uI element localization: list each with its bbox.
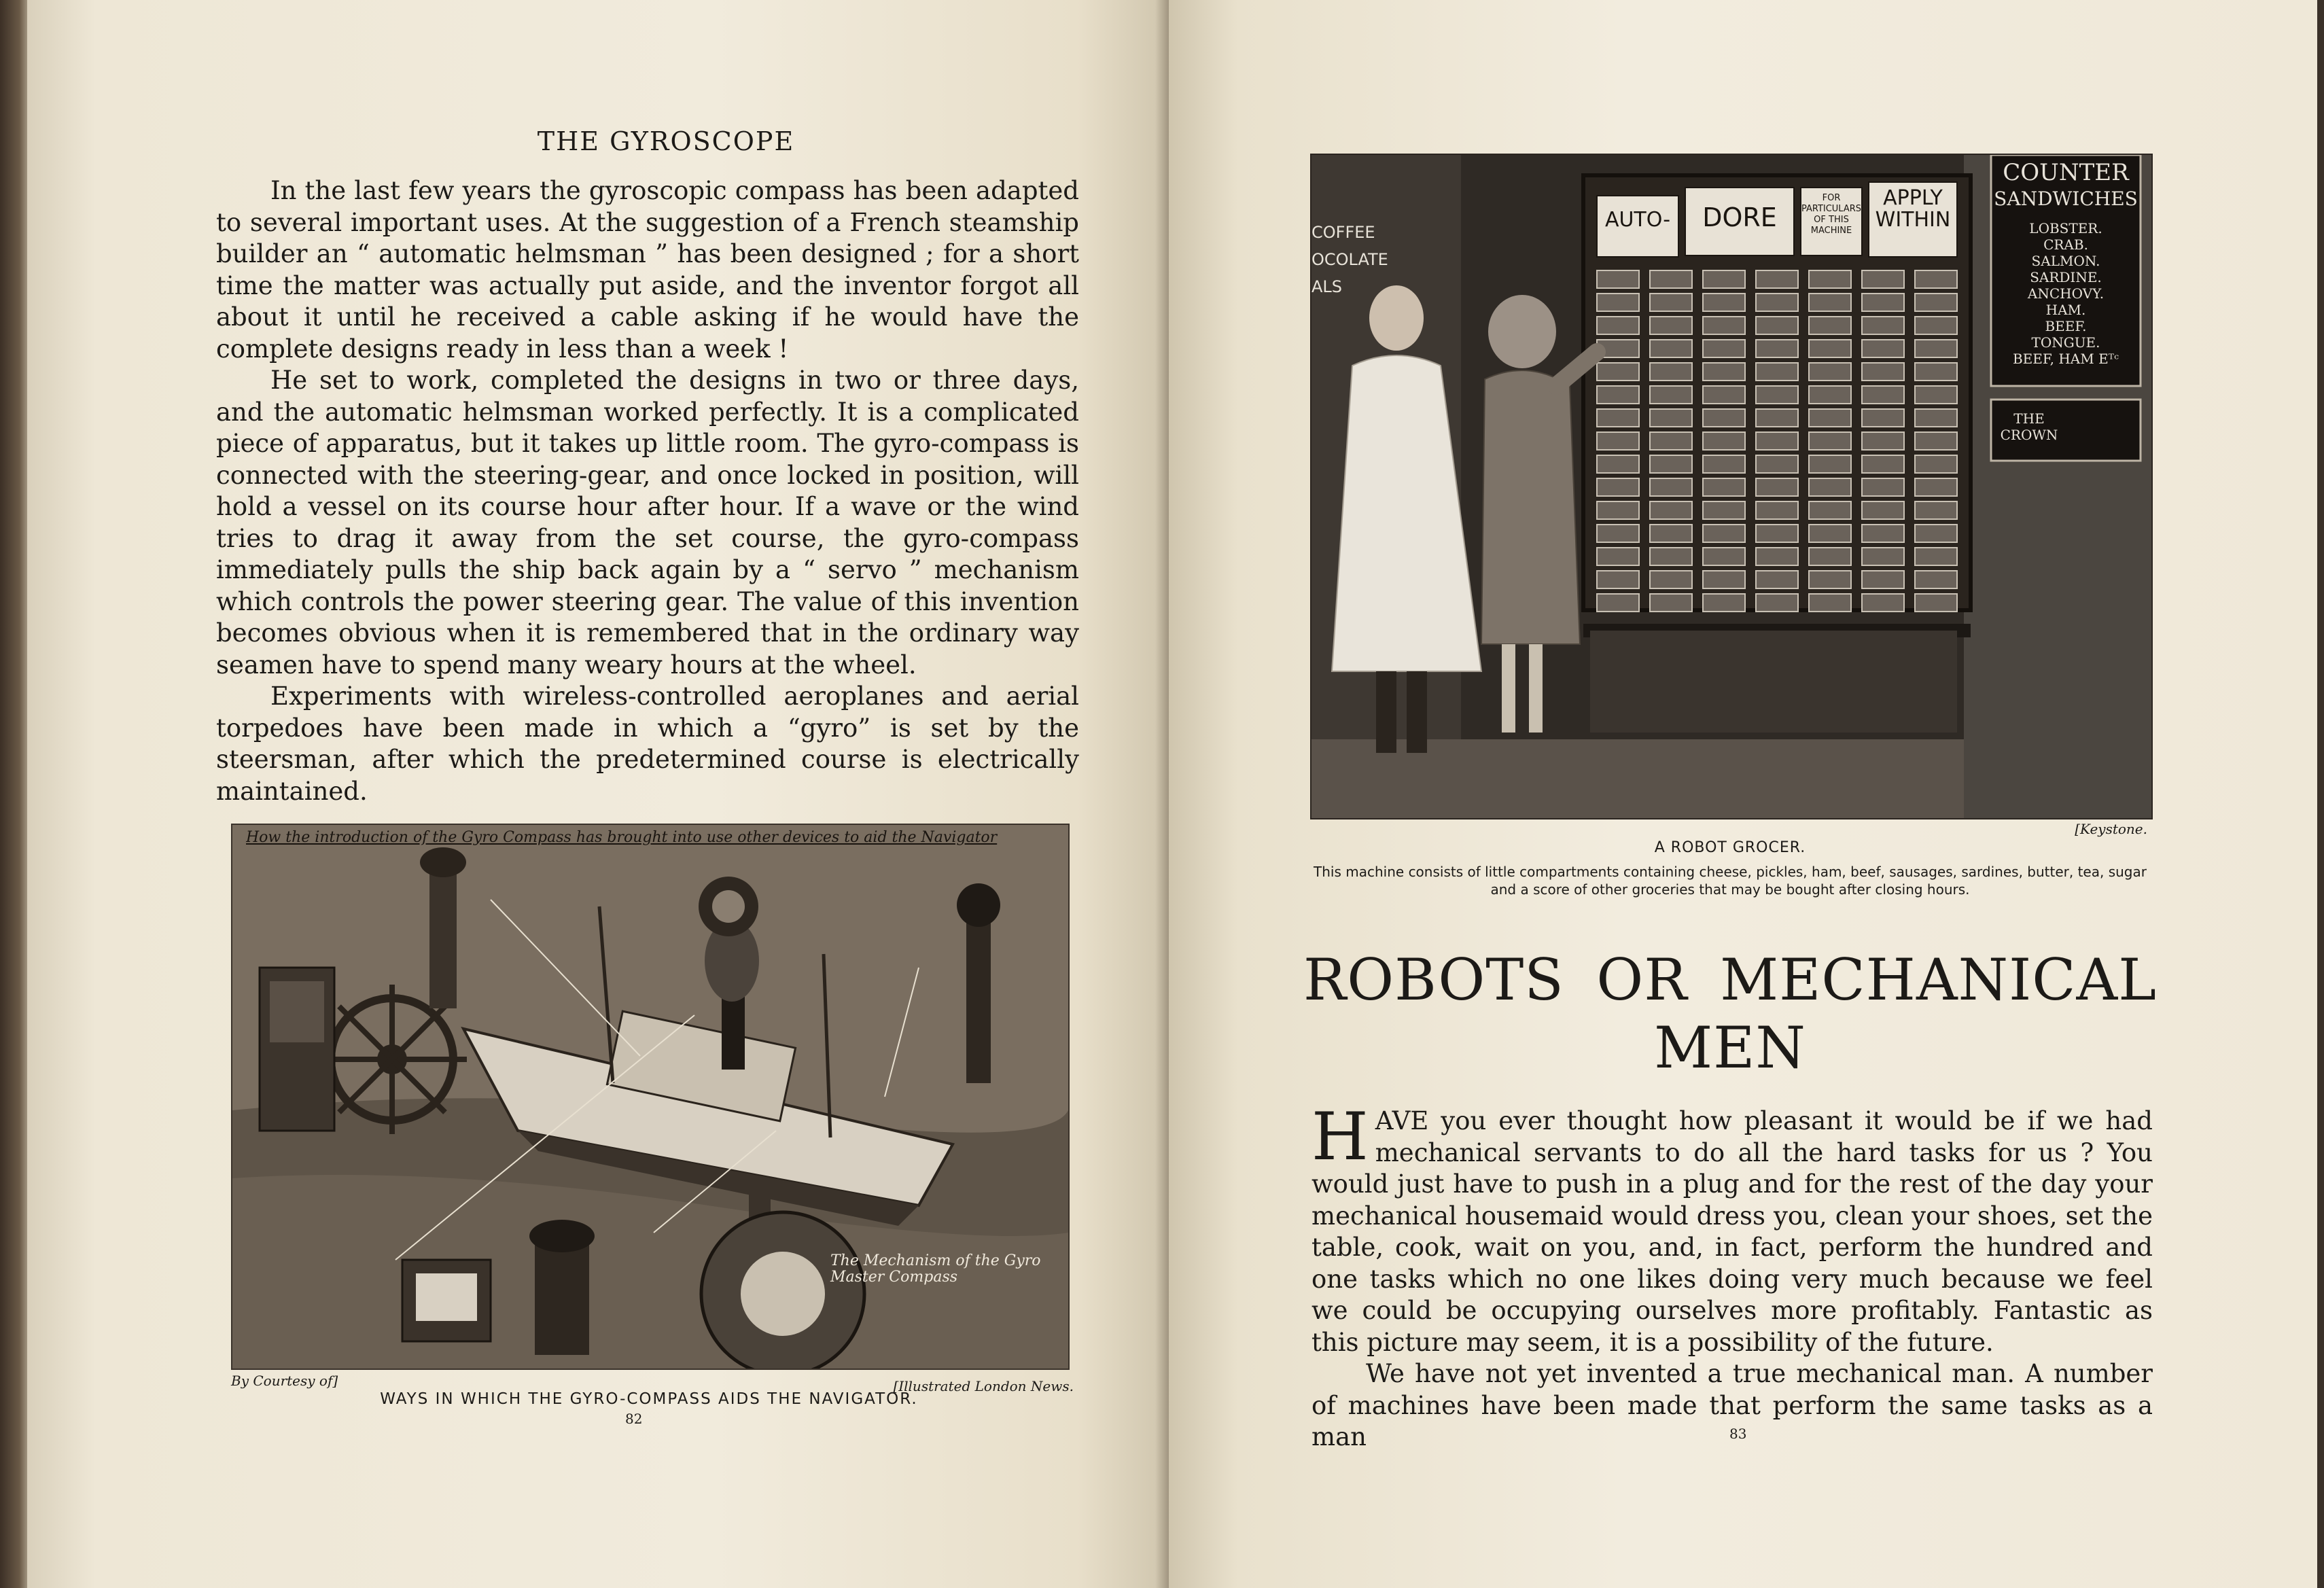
sandwich-item: SARDINE. bbox=[2030, 269, 2102, 285]
compartment bbox=[1809, 340, 1851, 357]
first-paragraph-text: AVE you ever thought how pleasant it would be if we had mechanical servants to do all the hard tasks for us ? You would just have to push in a plug and for the rest of the day your mechanical housemaid would dress you, clean your shoes, set the table, cook, wait on you, and, in fact, perform the hundred and one tasks which no one likes doing very much because we feel we could be occupying ourselves more profitably. Fantastic as this picture may seem, it is a possibility of the future. bbox=[1311, 1106, 2153, 1357]
compartment bbox=[1915, 409, 1957, 427]
compartment bbox=[1862, 571, 1904, 588]
compartment bbox=[1756, 340, 1798, 357]
compartment bbox=[1915, 525, 1957, 542]
mechanism-label: The Mechanism of the Gyro Master Compass bbox=[830, 1252, 1041, 1286]
sign-als: ALS bbox=[1311, 277, 1343, 296]
page-number: 83 bbox=[1729, 1426, 1747, 1442]
photo-credit: [Keystone. bbox=[2075, 821, 2147, 837]
compartment bbox=[1650, 340, 1692, 357]
compartment bbox=[1809, 455, 1851, 473]
compartment bbox=[1703, 386, 1745, 404]
compartment bbox=[1862, 501, 1904, 519]
running-head: THE GYROSCOPE bbox=[537, 126, 795, 156]
compartment bbox=[1862, 340, 1904, 357]
compartment bbox=[1809, 386, 1851, 404]
chapter-title bbox=[1303, 946, 2157, 1082]
compartment bbox=[1915, 478, 1957, 496]
compartment bbox=[1756, 571, 1798, 588]
compartment bbox=[1862, 432, 1904, 450]
sandwich-item: TONGUE. bbox=[2031, 334, 2100, 351]
ship-illustration-drawing bbox=[232, 825, 1068, 1369]
sign-counter: COUNTER bbox=[2003, 159, 2129, 186]
compartment bbox=[1703, 340, 1745, 357]
compartment bbox=[1756, 409, 1798, 427]
compartment bbox=[1809, 363, 1851, 381]
compartment bbox=[1597, 455, 1639, 473]
compartment bbox=[1756, 317, 1798, 334]
compartment bbox=[1703, 455, 1745, 473]
compartment bbox=[1597, 594, 1639, 612]
sandwich-item: BEEF. bbox=[2045, 318, 2087, 334]
paragraph: In the last few years the gyroscopic compass has been adapted to several important uses. At the suggestion of a French steamship builder an “ automatic helmsman ” has been designed ; for a short time the matter was actually put aside, and the inventor forgot all about it until he received a cable asking if he would have the complete designs ready in less than a week ! bbox=[216, 176, 1079, 364]
compartment bbox=[1862, 455, 1904, 473]
compartment bbox=[1650, 317, 1692, 334]
compartment bbox=[1597, 294, 1639, 311]
compartment bbox=[1703, 548, 1745, 565]
compartment bbox=[1650, 363, 1692, 381]
compartment bbox=[1809, 317, 1851, 334]
sign-crown: THE CROWN bbox=[2000, 410, 2058, 443]
compartment bbox=[1650, 478, 1692, 496]
sign-chocolate: OCOLATE bbox=[1311, 250, 1388, 269]
compartment bbox=[1862, 363, 1904, 381]
compartment bbox=[1809, 548, 1851, 565]
compartment bbox=[1756, 478, 1798, 496]
paragraph: He set to work, completed the designs in two or three days, and the automatic helmsman worked perfectly. It is a complicated piece of apparatus, but it takes up little room. The gyro-compass is connected with the steering-gear, and once locked in position, will hold a vessel on its course hour after hour. If a wave or the wind tries to drag it away from the set course, the gyro-compass immediately pulls the ship back again by a “ servo ” mechanism which controls the power steering gear. The value of this invention becomes obvious when it is remembered that in the ordinary way seamen have to spend many weary hours at the wheel. bbox=[216, 366, 1079, 680]
compartment bbox=[1597, 432, 1639, 450]
compartment bbox=[1756, 432, 1798, 450]
compartment bbox=[1756, 548, 1798, 565]
compartment bbox=[1703, 294, 1745, 311]
compartment bbox=[1915, 594, 1957, 612]
page-number: 82 bbox=[625, 1411, 643, 1427]
compartment bbox=[1703, 363, 1745, 381]
compartment bbox=[1915, 455, 1957, 473]
sandwich-item: HAM. bbox=[2045, 302, 2086, 318]
chapter-title-line1: ROBOTS OR MECHANICAL bbox=[1303, 947, 2157, 1013]
compartment bbox=[1809, 478, 1851, 496]
compartment bbox=[1756, 455, 1798, 473]
compartment bbox=[1650, 409, 1692, 427]
compartment bbox=[1597, 386, 1639, 404]
compartment bbox=[1862, 317, 1904, 334]
compartment bbox=[1915, 294, 1957, 311]
sign-coffee: COFFEE bbox=[1311, 223, 1375, 242]
compartment bbox=[1650, 525, 1692, 542]
figure-caption: WAYS IN WHICH THE GYRO-COMPASS AIDS THE NAVIGATOR. bbox=[380, 1390, 918, 1408]
compartment bbox=[1756, 501, 1798, 519]
compartment bbox=[1915, 501, 1957, 519]
compartment bbox=[1597, 571, 1639, 588]
sandwich-item: CRAB. bbox=[2043, 236, 2088, 253]
compartment bbox=[1597, 548, 1639, 565]
sandwich-list bbox=[1995, 220, 2136, 367]
sign-apply-within: APPLY WITHIN bbox=[1875, 186, 1951, 232]
compartment bbox=[1650, 270, 1692, 288]
credit-courtesy: By Courtesy of] bbox=[231, 1373, 338, 1389]
compartment bbox=[1915, 363, 1957, 381]
compartment bbox=[1809, 409, 1851, 427]
compartment bbox=[1862, 270, 1904, 288]
compartment bbox=[1756, 363, 1798, 381]
compartment bbox=[1809, 501, 1851, 519]
compartment bbox=[1756, 386, 1798, 404]
compartment bbox=[1650, 548, 1692, 565]
photo-caption-title: A ROBOT GROCER. bbox=[1654, 839, 1806, 856]
second-paragraph: We have not yet invented a true mechanical man. A number of machines have been made that perform the same tasks as a man bbox=[1311, 1359, 2153, 1451]
compartment bbox=[1703, 571, 1745, 588]
paragraph: Experiments with wireless-controlled aeroplanes and aerial torpedoes have been made in which a “gyro” is set by the steersman, after which the predetermined course is electrically maintained. bbox=[216, 682, 1079, 806]
compartment bbox=[1703, 594, 1745, 612]
left-body-text bbox=[216, 175, 1079, 807]
compartment bbox=[1597, 501, 1639, 519]
compartment bbox=[1756, 270, 1798, 288]
illustration-banner: How the introduction of the Gyro Compass has brought into use other devices to aid the Navigator bbox=[246, 829, 998, 846]
compartment bbox=[1809, 594, 1851, 612]
sandwich-item: LOBSTER. bbox=[2029, 220, 2102, 236]
sign-sandwiches: SANDWICHES bbox=[1994, 188, 2138, 210]
first-paragraph bbox=[1311, 1099, 2153, 1358]
compartment bbox=[1597, 478, 1639, 496]
compartment bbox=[1862, 409, 1904, 427]
compartment bbox=[1809, 432, 1851, 450]
compartment bbox=[1703, 478, 1745, 496]
compartment bbox=[1915, 432, 1957, 450]
compartment bbox=[1650, 571, 1692, 588]
photo-caption-text: This machine consists of little compartments containing cheese, pickles, ham, beef, sausages, sardines, butter, tea, sugar and a score of other groceries that may be bought after closing hours. bbox=[1314, 864, 2147, 898]
compartment bbox=[1915, 317, 1957, 334]
compartment bbox=[1756, 294, 1798, 311]
sign-dore: DORE bbox=[1702, 202, 1777, 232]
compartment bbox=[1650, 294, 1692, 311]
compartment bbox=[1862, 548, 1904, 565]
sandwich-item: ANCHOVY. bbox=[2027, 285, 2105, 302]
compartment bbox=[1756, 525, 1798, 542]
sign-auto: AUTO- bbox=[1604, 208, 1671, 232]
compartment bbox=[1809, 294, 1851, 311]
compartment bbox=[1650, 594, 1692, 612]
sandwich-item: BEEF, HAM Eᵀᶜ bbox=[2012, 351, 2119, 367]
credit-source: [Illustrated London News. bbox=[893, 1378, 1074, 1394]
compartment bbox=[1862, 478, 1904, 496]
compartment bbox=[1862, 525, 1904, 542]
compartment bbox=[1809, 270, 1851, 288]
chapter-title-line2: MEN bbox=[1654, 1014, 1806, 1081]
compartment bbox=[1915, 386, 1957, 404]
compartment bbox=[1703, 501, 1745, 519]
compartment bbox=[1650, 501, 1692, 519]
compartment bbox=[1597, 317, 1639, 334]
compartment bbox=[1915, 340, 1957, 357]
compartment bbox=[1597, 270, 1639, 288]
compartment bbox=[1597, 409, 1639, 427]
compartment bbox=[1597, 363, 1639, 381]
compartment bbox=[1650, 432, 1692, 450]
compartment bbox=[1915, 270, 1957, 288]
drop-cap: H bbox=[1311, 1099, 1369, 1175]
compartment bbox=[1703, 409, 1745, 427]
compartment bbox=[1915, 571, 1957, 588]
compartment bbox=[1862, 386, 1904, 404]
compartment bbox=[1650, 455, 1692, 473]
compartment bbox=[1809, 571, 1851, 588]
compartment bbox=[1756, 594, 1798, 612]
gyro-compass-illustration bbox=[231, 824, 1070, 1370]
compartment bbox=[1862, 294, 1904, 311]
compartment bbox=[1862, 594, 1904, 612]
left-page bbox=[27, 0, 1169, 1588]
compartment bbox=[1703, 317, 1745, 334]
compartment bbox=[1597, 525, 1639, 542]
sign-particulars: FOR PARTICULARS OF THIS MACHINE bbox=[1801, 193, 1862, 236]
compartment bbox=[1703, 270, 1745, 288]
sandwich-item: SALMON. bbox=[2031, 253, 2100, 269]
compartment bbox=[1703, 432, 1745, 450]
compartment bbox=[1809, 525, 1851, 542]
compartment bbox=[1915, 548, 1957, 565]
compartment bbox=[1703, 525, 1745, 542]
robot-grocer-photo bbox=[1310, 154, 2153, 819]
right-body-text bbox=[1311, 1099, 2153, 1453]
right-page bbox=[1169, 0, 2317, 1588]
compartment bbox=[1650, 386, 1692, 404]
